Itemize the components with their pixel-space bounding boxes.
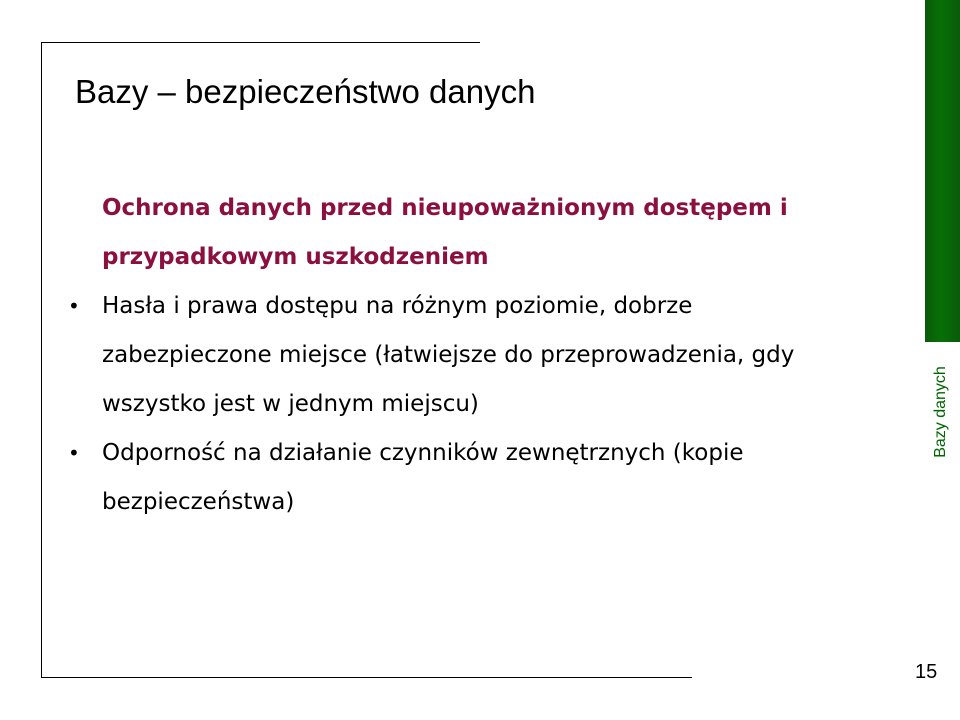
bullet-item — [68, 429, 862, 527]
frame-bottom-line — [41, 677, 692, 678]
slide-content — [68, 184, 902, 527]
bullet-icon: • — [68, 441, 80, 465]
sidebar-accent-bar — [925, 0, 960, 342]
bullet-text: Odporność na działanie czynników zewnętrznych (kopie bezpieczeństwa) — [102, 440, 744, 515]
slide-title: Bazy – bezpieczeństwo danych — [75, 73, 536, 110]
bullet-item — [68, 282, 862, 429]
content-heading: Ochrona danych przed nieupoważnionym dostępem i przypadkowym uszkodzeniem — [102, 195, 788, 270]
page-number: 15 — [915, 661, 938, 683]
frame-left-line — [41, 42, 42, 677]
sidebar-label: Bazy danych — [932, 366, 949, 458]
frame-top-line — [41, 42, 480, 43]
bullet-icon: • — [68, 294, 80, 318]
bullet-text: Hasła i prawa dostępu na różnym poziomie, dobrze zabezpieczone miejsce (łatwiejsze do przeprowadzenia, gdy wszystko jest w jednym miejscu) — [102, 293, 795, 417]
